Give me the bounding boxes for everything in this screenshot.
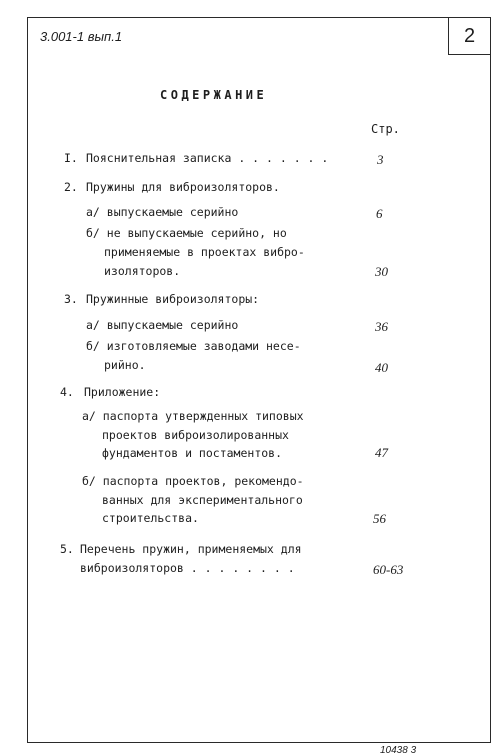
toc-entry-3-number: 3. xyxy=(64,292,78,306)
toc-entry-2b-line-3: изоляторов. xyxy=(104,264,181,278)
toc-entry-2b-line-1: б/ не выпускаемые серийно, но xyxy=(86,226,287,240)
sheet-number: 2 xyxy=(448,17,491,55)
toc-entry-4b-line-2: ванных для экспериментального xyxy=(102,493,303,507)
page-column-label: Стр. xyxy=(371,122,400,136)
toc-entry-5-number: 5. xyxy=(60,542,74,556)
toc-entry-3b-line-2: рийно. xyxy=(104,358,146,372)
toc-entry-4-text: Приложение: xyxy=(84,385,161,399)
toc-entry-4a-line-2: проектов виброизолированных xyxy=(102,428,289,442)
toc-entry-2b-page: 30 xyxy=(375,264,388,279)
page-frame xyxy=(27,17,491,743)
toc-entry-1-page: 3 xyxy=(377,152,384,167)
toc-entry-4a-line-3: фундаментов и постаментов. xyxy=(102,446,283,460)
toc-entry-3-text: Пружинные виброизоляторы: xyxy=(86,292,260,306)
toc-entry-5-page: 60-63 xyxy=(373,562,404,577)
toc-entry-1-text: Пояснительная записка . . . . . . . xyxy=(86,151,329,165)
page-title: СОДЕРЖАНИЕ xyxy=(160,88,268,102)
toc-entry-5-line-1: Перечень пружин, применяемых для xyxy=(80,542,302,556)
toc-entry-1-number: I. xyxy=(64,151,78,165)
toc-entry-4a-page: 47 xyxy=(375,445,388,460)
document-code: 3.001-1 вып.1 xyxy=(40,29,123,44)
toc-entry-4-number: 4. xyxy=(60,385,74,399)
toc-entry-4a-line-1: а/ паспорта утвержденных типовых xyxy=(82,409,304,423)
toc-entry-4b-page: 56 xyxy=(373,511,386,526)
toc-entry-3a-text: а/ выпускаемые серийно xyxy=(86,318,239,332)
toc-entry-2-text: Пружины для виброизоляторов. xyxy=(86,180,280,194)
toc-entry-2-number: 2. xyxy=(64,180,78,194)
toc-entry-2b-line-2: применяемые в проектах вибро- xyxy=(104,245,305,259)
toc-entry-3b-page: 40 xyxy=(375,360,388,375)
toc-entry-3b-line-1: б/ изготовляемые заводами несе- xyxy=(86,339,301,353)
toc-entry-2a-text: а/ выпускаемые серийно xyxy=(86,205,239,219)
footer-mark: 10438 3 xyxy=(380,745,417,756)
toc-entry-4b-line-1: б/ паспорта проектов, рекомендо- xyxy=(82,474,304,488)
toc-entry-3a-page: 36 xyxy=(375,319,388,334)
toc-entry-4b-line-3: строительства. xyxy=(102,511,199,525)
toc-entry-2a-page: 6 xyxy=(376,206,383,221)
toc-entry-5-line-2: виброизоляторов . . . . . . . . xyxy=(80,561,295,575)
